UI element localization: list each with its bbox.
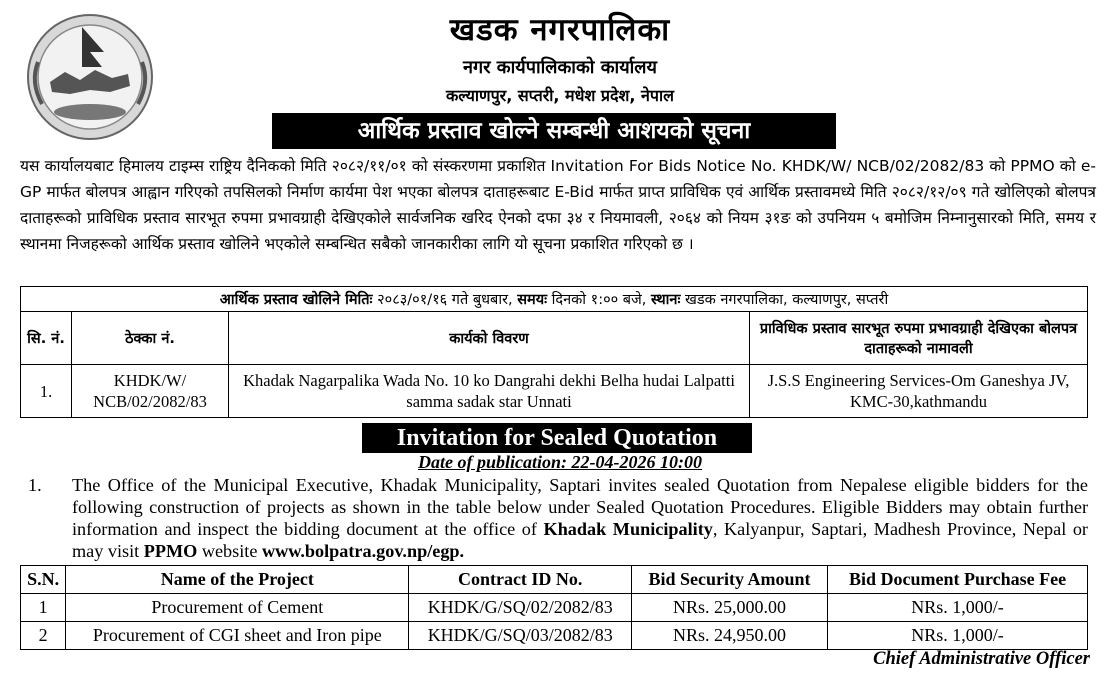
cell-project-name: Procurement of Cement (66, 594, 409, 622)
q-header-id: Contract ID No. (409, 566, 632, 594)
cell-sn: 1 (21, 594, 66, 622)
cell-project-name: Procurement of CGI sheet and Iron pipe (66, 622, 409, 650)
q-header-fee: Bid Document Purchase Fee (828, 566, 1088, 594)
opening-date-label: आर्थिक प्रस्ताव खोलिने मितिः (219, 292, 373, 308)
bid-opening-table (20, 286, 1088, 418)
opening-schedule (21, 287, 1088, 312)
notice-title-nepali: आर्थिक प्रस्ताव खोल्ने सम्बन्धी आशयको सूचना (272, 113, 836, 149)
table-row (21, 622, 1088, 650)
cell-doc-fee: NRs. 1,000/- (828, 594, 1088, 622)
quotation-paragraph (28, 474, 1088, 562)
table-row (21, 365, 1088, 418)
table-row (21, 594, 1088, 622)
opening-date-value: २०८३/०१/१६ गते बुधबार, (377, 292, 513, 308)
cell-bidders: J.S.S Engineering Services-Om Ganeshya JV, KMC-30,kathmandu (750, 365, 1088, 418)
q-header-name: Name of the Project (66, 566, 409, 594)
text-part: website (197, 541, 262, 561)
quotation-table (20, 565, 1088, 650)
opening-time-label: समयः (517, 292, 548, 308)
item-number: 1. (28, 475, 42, 495)
table-header-bidders: प्राविधिक प्रस्ताव सारभूत रुपमा प्रभावग्राही देखिएका बोलपत्र दाताहरूको नामावली (750, 312, 1088, 365)
cell-sn: 1. (21, 365, 72, 418)
q-header-sn: S.N. (21, 566, 66, 594)
ppmo-label: PPMO (143, 541, 198, 561)
municipality-name: Khadak Municipality (543, 519, 713, 539)
cell-doc-fee: NRs. 1,000/- (828, 622, 1088, 650)
text-part: The Office of the Municipal Executive, Khadak Municipality, Saptari invites sealed Quotation from Nepalese eligible bidders for the following construction of projects as shown in the table below under Sealed Quotation Procedures. Eligible Bidders may obtain further information and inspect the bidding document at the office of (72, 475, 1088, 539)
opening-place-label: स्थानः (651, 292, 681, 308)
q-header-security: Bid Security Amount (632, 566, 828, 594)
cell-description: Khadak Nagarpalika Wada No. 10 ko Dangrahi dekhi Belha hudai Lalpatti samma sadak star Unnati (229, 365, 750, 418)
cell-sn: 2 (21, 622, 66, 650)
table-header-contract: ठेक्का नं. (72, 312, 229, 365)
opening-time-value: दिनको १:०० बजे, (551, 292, 647, 308)
cell-bid-security: NRs. 24,950.00 (632, 622, 828, 650)
cell-bid-security: NRs. 25,000.00 (632, 594, 828, 622)
cell-contract-id: KHDK/G/SQ/03/2082/83 (409, 622, 632, 650)
publication-date: Date of publication: 22-04-2026 10:00 (418, 452, 702, 472)
signature-title: Chief Administrative Officer (873, 649, 1090, 669)
text-part: , Kalyanpur, Saptari, Madhesh Province, Nepal or may visit (72, 519, 1088, 561)
cell-contract: KHDK/W/ NCB/02/2082/83 (72, 365, 229, 418)
office-address: कल्याणपुर, सप्तरी, मधेश प्रदेश, नेपाल (445, 86, 675, 105)
notice-paragraph-nepali: यस कार्यालयबाट हिमालय टाइम्स राष्ट्रिय दैनिकको मिति २०८२/११/०१ को संस्करणमा प्रकाशित Invitation For Bids Notice No. KHDK/W/ NCB/02/2082/83 को PPMO को e-GP मार्फत बोलपत्र आह्वान गरिएको तपसिलको निर्माण कार्यमा पेश भएका बोलपत्र दाताहरूबाट E-Bid मार्फत प्राप्त प्राविधिक एवं आर्थिक प्रस्तावमध्ये मिति २०८२/१२/०९ गते खोलिएको बोलपत्र दाताहरूको प्राविधिक प्रस्ताव सारभूत रुपमा प्रभावग्राही देखिएकोले सार्वजनिक खरिद ऐनको दफा ३४ र नियमावली, २०६४ को नियम ३१ङ को उपनियम ५ बमोजिम निम्नानुसारको मिति, समय र स्थानमा निजहरूको आर्थिक प्रस्ताव खोलिने भएकोले सम्बन्धित सबैको जानकारीका लागि यो सूचना प्रकाशित गरिएको छ । (20, 157, 1096, 253)
website-link[interactable]: www.bolpatra.gov.np/egp. (261, 541, 465, 561)
cell-contract-id: KHDK/G/SQ/02/2082/83 (409, 594, 632, 622)
quotation-title: Invitation for Sealed Quotation (362, 423, 752, 453)
office-name: खडक नगरपालिका (449, 12, 671, 48)
quotation-text (72, 474, 1088, 562)
table-header-description: कार्यको विवरण (229, 312, 750, 365)
table-header-sn: सि. नं. (21, 312, 72, 365)
office-subtitle: नगर कार्यपालिकाको कार्यालय (463, 57, 657, 78)
opening-place-value: खडक नगरपालिका, कल्याणपुर, सप्तरी (685, 292, 889, 308)
